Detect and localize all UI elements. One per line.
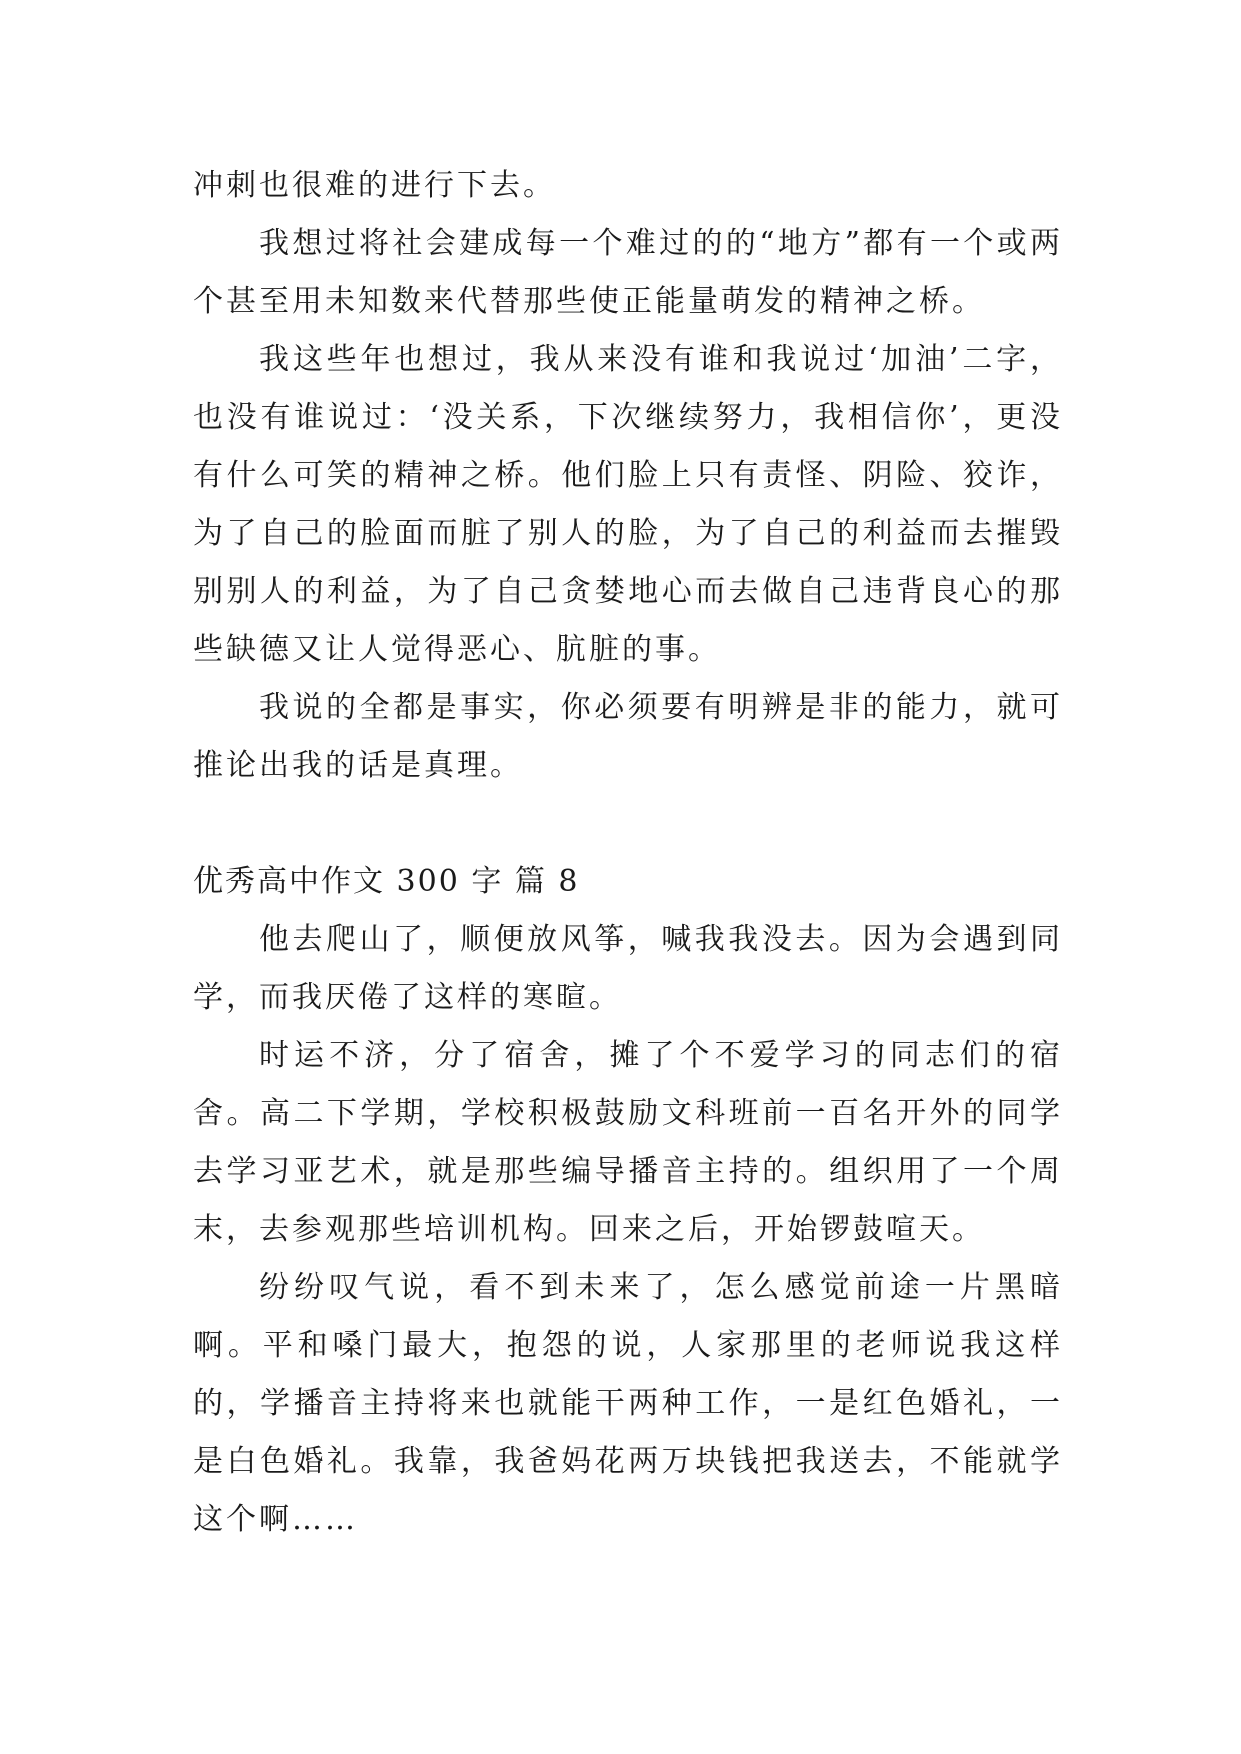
paragraph-1: 冲刺也很难的进行下去。 [193, 168, 556, 203]
paragraph-3: 我这些年也想过，我从来没有谁和我说过‘加油’二字，也没有谁说过：‘没关系，下次继续努力，我相信你’，更没有什么可笑的精神之桥。他们脸上只有责怪、阴险、狡诈，为了自己的脸面而脏了别人的脸，为了自己的利益而去摧毁别别人的利益，为了自己贪婪地心而去做自己违背良心的那些缺德又让人觉得恶心、肮脏的事。 [193, 342, 1063, 667]
section-spacer [193, 795, 1063, 853]
paragraph-6: 时运不济，分了宿舍，摊了个不爱学习的同志们的宿舍。高二下学期，学校积极鼓励文科班前一百名开外的同学去学习亚艺术，就是那些编导播音主持的。组织用了一个周末，去参观那些培训机构。回来之后，开始锣鼓喧天。 [193, 1038, 1063, 1247]
document-body [193, 157, 1063, 1549]
section-heading: 优秀高中作文 300 字 篇 8 [193, 864, 580, 899]
paragraph-5: 他去爬山了，顺便放风筝，喊我我没去。因为会遇到同学，而我厌倦了这样的寒暄。 [193, 922, 1063, 1015]
paragraph-2: 我想过将社会建成每一个难过的的“地方”都有一个或两个甚至用未知数来代替那些使正能量萌发的精神之桥。 [193, 226, 1063, 319]
paragraph-7: 纷纷叹气说，看不到未来了，怎么感觉前途一片黑暗啊。平和嗓门最大，抱怨的说，人家那里的老师说我这样的，学播音主持将来也就能干两种工作，一是红色婚礼，一是白色婚礼。我靠，我爸妈花两万块钱把我送去，不能就学这个啊…… [193, 1270, 1063, 1537]
paragraph-4: 我说的全都是事实，你必须要有明辨是非的能力，就可推论出我的话是真理。 [193, 690, 1063, 783]
